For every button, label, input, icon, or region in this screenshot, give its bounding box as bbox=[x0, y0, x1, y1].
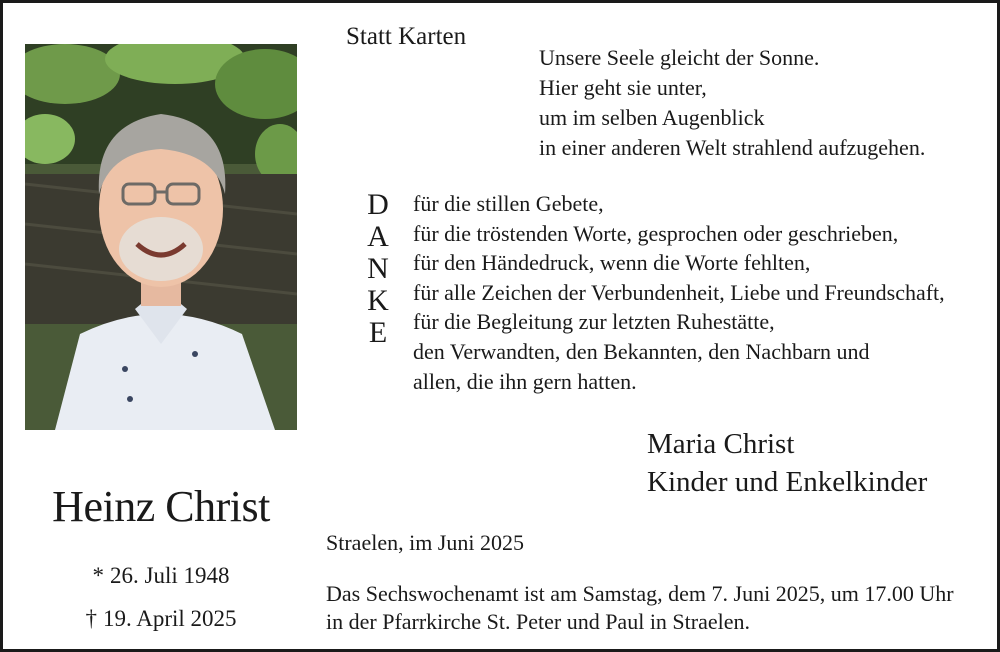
poem-line: um im selben Augenblick bbox=[539, 105, 765, 130]
signer-line: Kinder und Enkelkinder bbox=[647, 466, 928, 498]
poem-line: in einer anderen Welt strahlend aufzugehen. bbox=[539, 135, 926, 160]
poem bbox=[539, 43, 925, 163]
service-line: in der Pfarrkirche St. Peter und Paul in Straelen. bbox=[326, 609, 751, 634]
danke-letter: K bbox=[367, 284, 389, 317]
danke-letter: E bbox=[368, 316, 388, 349]
cross-icon: † bbox=[85, 606, 97, 631]
deceased-name: Heinz Christ bbox=[52, 482, 270, 531]
poem-line: Hier geht sie unter, bbox=[539, 75, 707, 100]
thanks-line: für den Händedruck, wenn die Worte fehlten, bbox=[413, 250, 811, 276]
thanks-line: den Verwandten, den Bekannten, den Nachbarn und bbox=[413, 338, 870, 364]
portrait-image bbox=[25, 44, 297, 430]
danke-letter: N bbox=[367, 252, 389, 285]
signers bbox=[647, 425, 927, 501]
poem-line: Unsere Seele gleicht der Sonne. bbox=[539, 45, 820, 70]
signer-line: Maria Christ bbox=[647, 428, 795, 460]
thanks-line: für die tröstenden Worte, gesprochen oder geschrieben, bbox=[413, 220, 899, 246]
thanks-text bbox=[413, 189, 945, 396]
service-notice bbox=[326, 580, 954, 636]
thanks-line: für alle Zeichen der Verbundenheit, Liebe und Freundschaft, bbox=[413, 279, 945, 305]
thanks-line: für die stillen Gebete, bbox=[413, 191, 604, 216]
danke-letter: D bbox=[367, 188, 389, 221]
service-line: Das Sechswochenamt ist am Samstag, dem 7. Juni 2025, um 17.00 Uhr bbox=[326, 581, 954, 606]
thanks-line: für die Begleitung zur letzten Ruhestätte, bbox=[413, 309, 775, 335]
death-date: 19. April 2025 bbox=[102, 606, 237, 631]
statt-karten-heading: Statt Karten bbox=[346, 23, 467, 50]
place-date: Straelen, im Juni 2025 bbox=[326, 530, 524, 555]
danke-vertical bbox=[363, 189, 393, 349]
thanks-line: allen, die ihn gern hatten. bbox=[413, 368, 637, 394]
birth-symbol: * bbox=[92, 563, 104, 588]
portrait-photo bbox=[25, 44, 297, 430]
death-date-line bbox=[25, 606, 297, 632]
birth-date-line bbox=[25, 563, 297, 589]
birth-date: 26. Juli 1948 bbox=[110, 563, 230, 588]
danke-letter: A bbox=[367, 220, 389, 253]
